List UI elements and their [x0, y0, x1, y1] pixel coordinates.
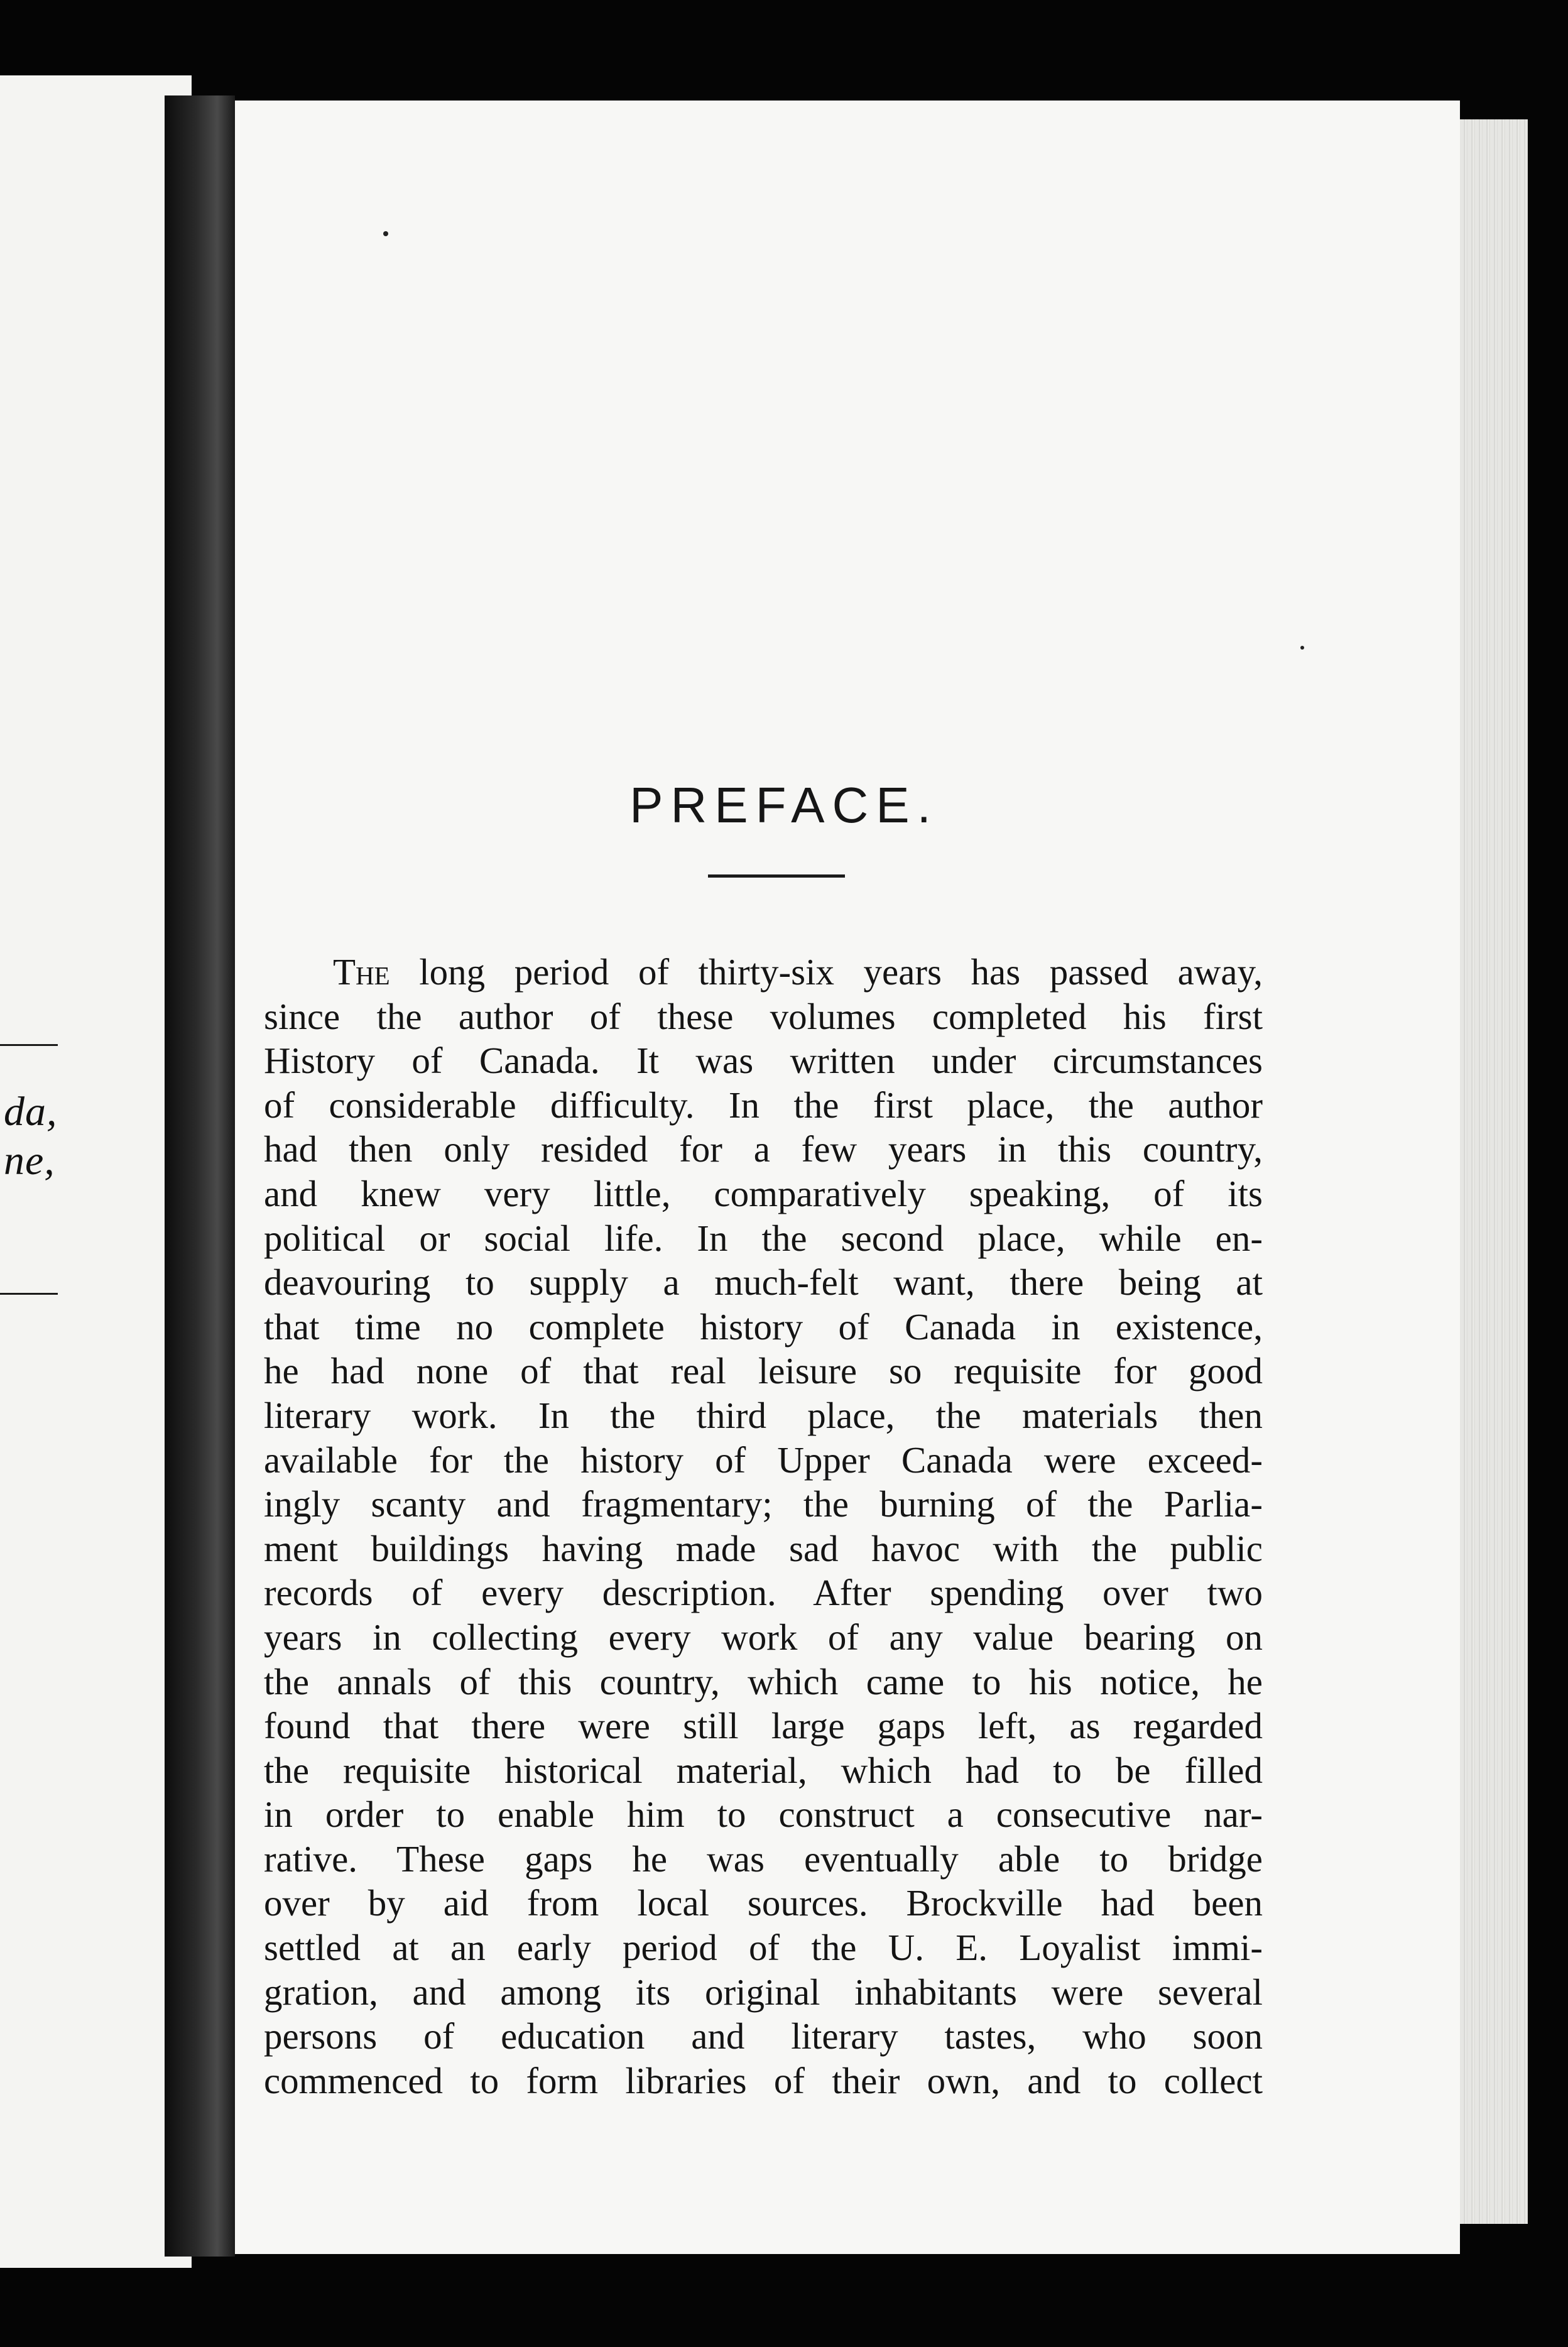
text-line: the requisite historical material, which had to be filled [264, 1749, 1263, 1791]
text-line: records of every description. After spending over two [264, 1572, 1263, 1614]
facing-page-fragment: ne, [4, 1138, 55, 1184]
text-line: rative. These gaps he was eventually able to bridge [264, 1838, 1263, 1880]
lead-word: The [333, 951, 390, 993]
book-gutter [165, 95, 235, 2257]
text-line: deavouring to supply a much-felt want, there being at [264, 1261, 1263, 1304]
text-line: over by aid from local sources. Brockville had been [264, 1882, 1263, 1924]
facing-page-rule-bottom [0, 1293, 58, 1295]
text-line: settled at an early period of the U. E. Loyalist immi- [264, 1927, 1263, 1969]
text-line: that time no complete history of Canada in existence, [264, 1305, 1263, 1348]
text-line: gration, and among its original inhabitants were several [264, 1971, 1263, 2013]
text-line: ment buildings having made sad havoc with the public [264, 1527, 1263, 1569]
text-line: he had none of that real leisure so requisite for good [264, 1350, 1263, 1392]
text-line: and knew very little, comparatively speaking, of its [264, 1172, 1263, 1214]
text-line: political or social life. In the second place, while en- [264, 1217, 1263, 1259]
facing-page-fragment: da, [4, 1089, 58, 1135]
text-line: found that there were still large gaps left, as regarded [264, 1705, 1263, 1747]
text-line: of considerable difficulty. In the first place, the author [264, 1084, 1263, 1126]
speck [1300, 646, 1304, 650]
text-line: years in collecting every work of any value bearing on [264, 1616, 1263, 1658]
text-line: since the author of these volumes completed his first [264, 995, 1263, 1037]
text-line: literary work. In the third place, the materials then [264, 1394, 1263, 1436]
text-line: History of Canada. It was written under circumstances [264, 1040, 1263, 1082]
text-line: persons of education and literary tastes, who soon [264, 2015, 1263, 2057]
speck [383, 231, 388, 236]
title-rule [708, 874, 845, 878]
body-text [264, 950, 1263, 2103]
page-edges [1460, 119, 1528, 2224]
text-line: the annals of this country, which came to his notice, he [264, 1660, 1263, 1702]
text-line: commenced to form libraries of their own, and to collect [264, 2059, 1263, 2101]
text-line: in order to enable him to construct a consecutive nar- [264, 1794, 1263, 1836]
facing-page-rule-top [0, 1044, 58, 1046]
text-line: had then only resided for a few years in this country, [264, 1128, 1263, 1170]
text-line: ingly scanty and fragmentary; the burning of the Parlia- [264, 1483, 1263, 1525]
text-line: The long period of thirty-six years has passed away, [333, 951, 1263, 993]
facing-page [0, 75, 192, 2268]
page-title: PREFACE. [629, 776, 939, 833]
text-line: available for the history of Upper Canada were exceed- [264, 1439, 1263, 1481]
